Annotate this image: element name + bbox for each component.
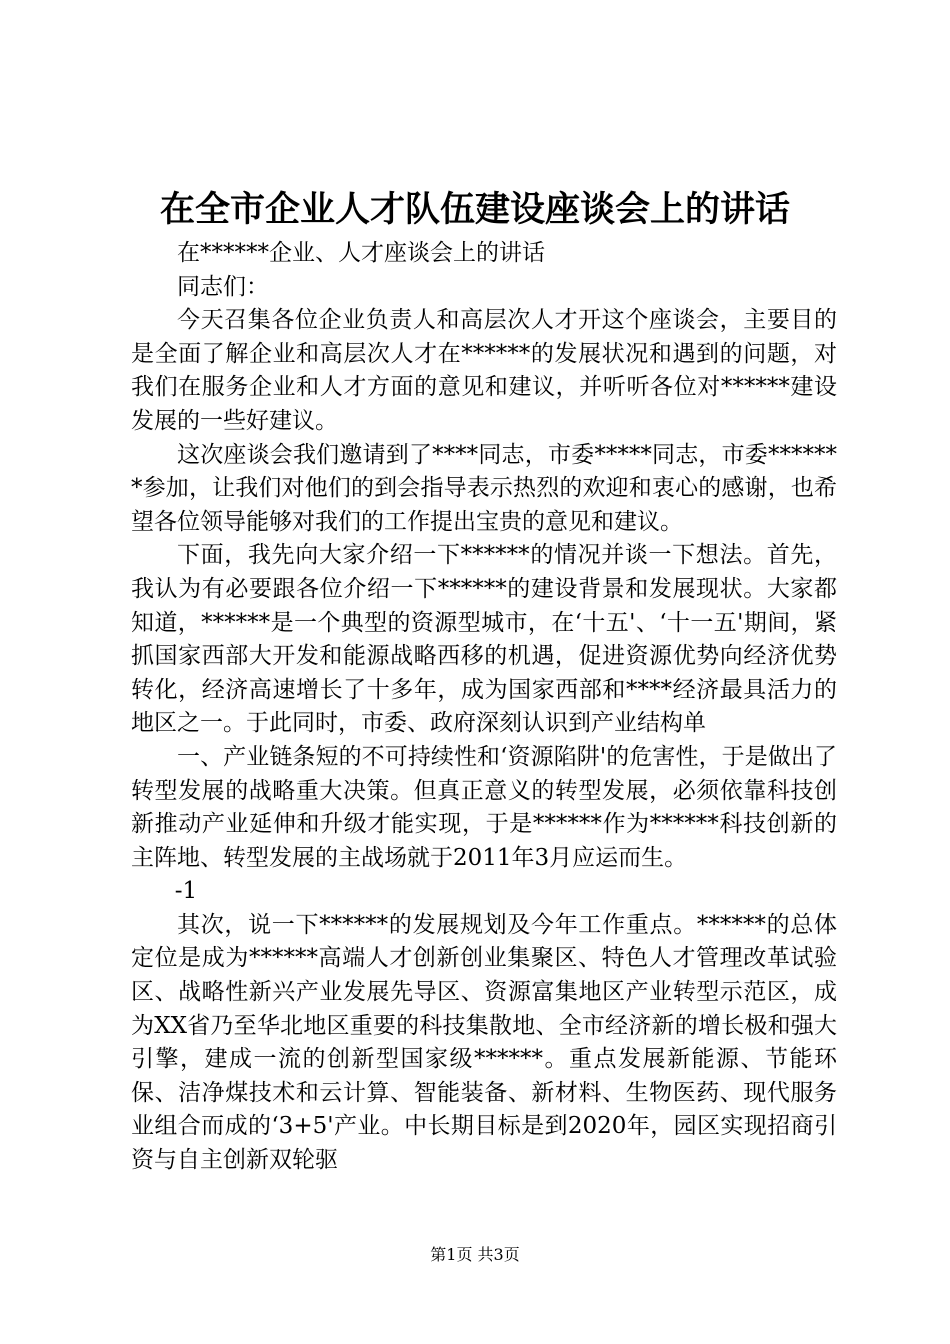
paragraph-welcome: 这次座谈会我们邀请到了****同志，市委*****同志，市委*******参加，让我们对他们的到会指导表示热烈的欢迎和衷心的感谢，也希望各位领导能够对我们的工作提出宝贵的意见和建议。 — [131, 441, 837, 535]
document-title: 在全市企业人才队伍建设座谈会上的讲话 — [159, 189, 790, 230]
paragraph-subtitle: 在******企业、人才座谈会上的讲话 — [177, 240, 545, 266]
document-body — [131, 237, 837, 1178]
paragraph-section-one: 一、产业链条短的不可持续性和‘资源陷阱'的危害性，于是做出了转型发展的战略重大决策。但真正意义的转型发展，必须依靠科技创新推动产业延伸和升级才能实现，于是******作为******科技创新的主阵地、转型发展的主战场就于2011年3月应运而生。 — [131, 743, 837, 871]
page-footer: 第1页 共3页 — [430, 1245, 520, 1264]
paragraph-purpose: 今天召集各位企业负责人和高层次人才开这个座谈会，主要目的是全面了解企业和高层次人才在******的发展状况和遇到的问题，对我们在服务企业和人才方面的意见和建议，并听听各位对******建设发展的一些好建议。 — [131, 307, 837, 434]
paragraph-salutation: 同志们： — [177, 273, 269, 300]
paragraph-page-marker: -1 — [174, 878, 198, 905]
paragraph-background: 下面，我先向大家介绍一下******的情况并谈一下想法。首先，我认为有必要跟各位介绍一下******的建设背景和发展现状。大家都知道，******是一个典型的资源型城市，在‘十五'、‘十一五'期间，紧抓国家西部大开发和能源战略西移的机遇，促进资源优势向经济优势转化，经济高速增长了十多年，成为国家西部和****经济最具活力的地区之一。于此同时，市委、政府深刻认识到产业结构单 — [131, 542, 837, 737]
paragraph-plan: 其次，说一下******的发展规划及今年工作重点。******的总体定位是成为******高端人才创新创业集聚区、特色人才管理改革试验区、战略性新兴产业发展先导区、资源富集地区产业转型示范区，成为XX省乃至华北地区重要的科技集散地、全市经济新的增长极和强大引擎，建成一流的创新型国家级******。重点发展新能源、节能环保、洁净煤技术和云计算、智能装备、新材料、生物医药、现代服务业组合而成的‘3+5'产业。中长期目标是到2020年，园区实现招商引资与自主创新双轮驱 — [131, 911, 837, 1174]
